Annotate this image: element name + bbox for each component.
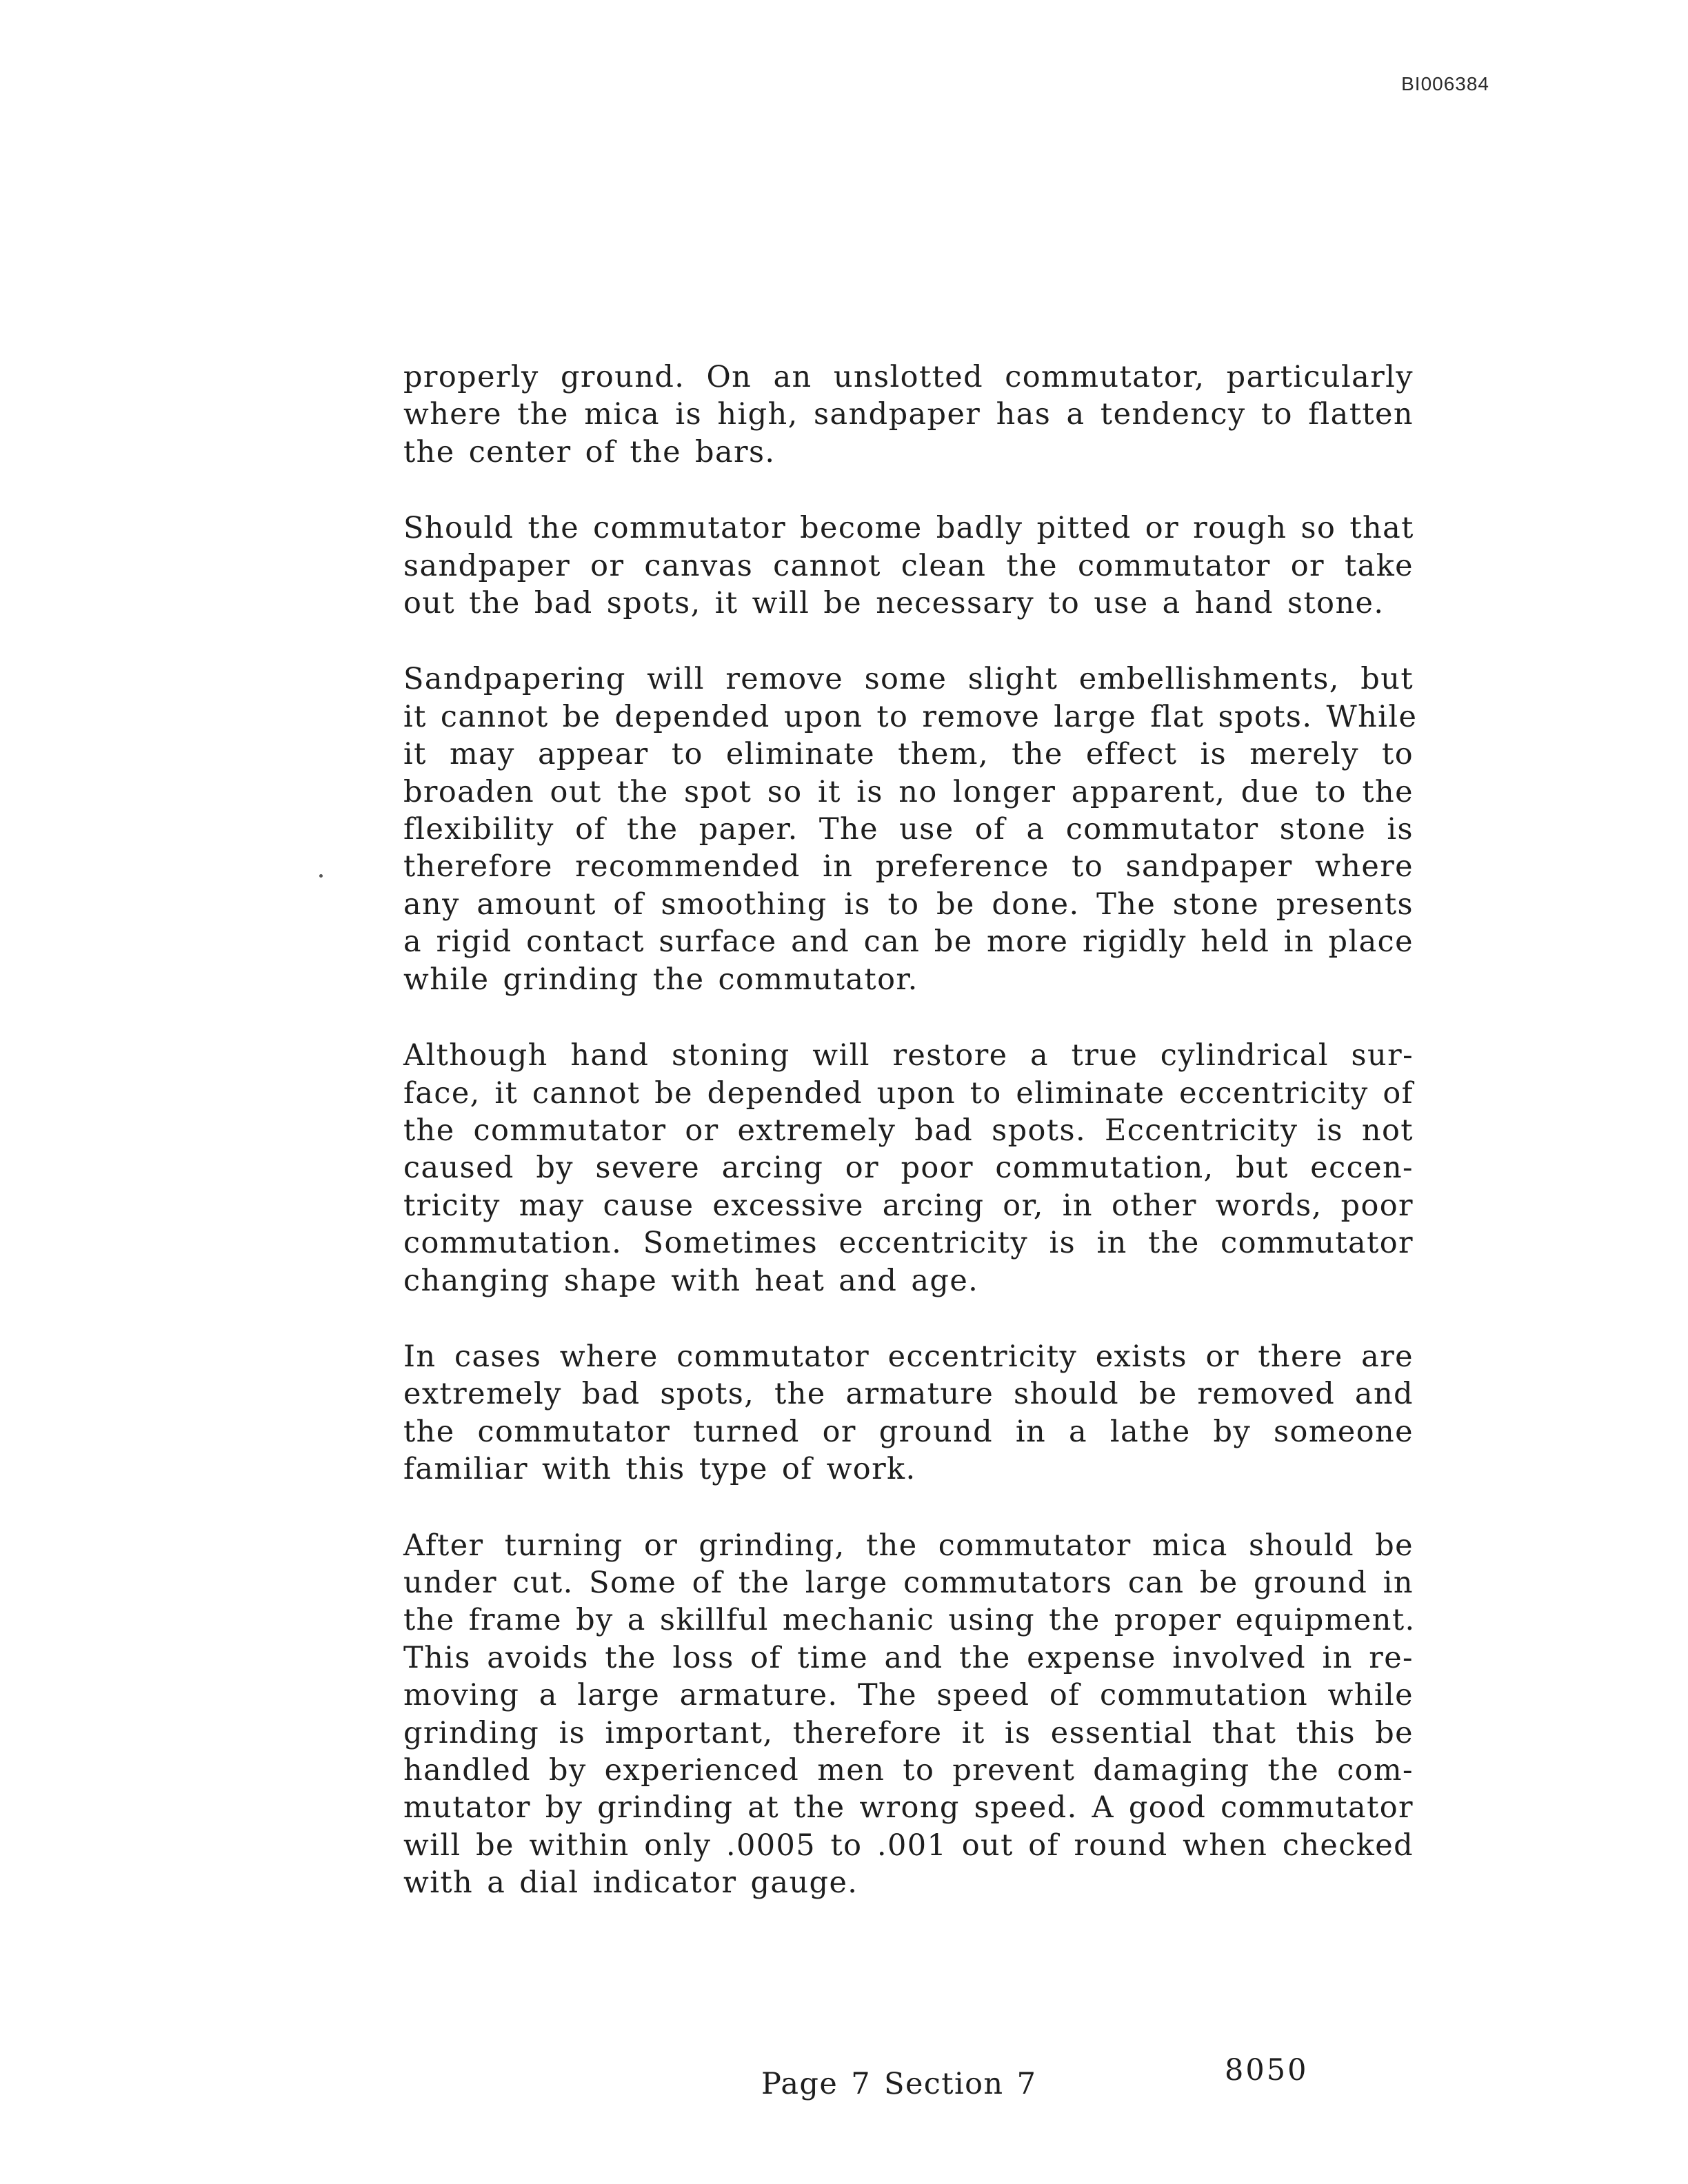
text-line: properly ground. On an unslotted commutator, particularly — [403, 360, 1414, 394]
text-line: Sandpapering will remove some slight embellishments, but — [403, 662, 1414, 697]
text-line: flexibility of the paper. The use of a commutator stone is — [403, 812, 1414, 847]
text-line: with a dial indicator gauge. — [403, 1866, 858, 1901]
text-line: any amount of smoothing is to be done. The stone presents — [403, 887, 1414, 922]
text-line: sandpaper or canvas cannot clean the commutator or take — [403, 548, 1414, 583]
text-line: tricity may cause excessive arcing or, in other words, poor — [403, 1188, 1414, 1223]
paragraph — [403, 1338, 1414, 1488]
text-line: moving a large armature. The speed of commutation while — [403, 1678, 1414, 1713]
page-footer-label: Page 7 Section 7 — [761, 2067, 1037, 2101]
text-line: the frame by a skillful mechanic using the proper equipment. — [403, 1603, 1416, 1638]
text-line: will be within only .0005 to .001 out of round when checked — [403, 1828, 1414, 1863]
text-line: where the mica is high, sandpaper has a tendency to flatten — [403, 397, 1414, 432]
document-id: BI006384 — [1401, 73, 1489, 94]
text-line: the commutator turned or ground in a lathe by someone — [403, 1414, 1414, 1449]
text-line: changing shape with heat and age. — [403, 1263, 979, 1298]
text-line: under cut. Some of the large commutators can be ground in — [403, 1565, 1414, 1600]
text-line: familiar with this type of work. — [403, 1452, 916, 1487]
text-line: the center of the bars. — [403, 434, 776, 469]
paragraph — [403, 358, 1414, 471]
text-line: In cases where commutator eccentricity exists or there are — [403, 1339, 1414, 1374]
text-line: it cannot be depended upon to remove large flat spots. While — [403, 699, 1418, 734]
text-line: grinding is important, therefore it is essential that this be — [403, 1715, 1414, 1750]
text-line: face, it cannot be depended upon to eliminate eccentricity of — [403, 1075, 1414, 1111]
text-line: Although hand stoning will restore a true cylindrical sur- — [403, 1038, 1414, 1073]
paragraph — [403, 1037, 1414, 1300]
text-line: extremely bad spots, the armature should be removed and — [403, 1377, 1414, 1412]
text-line: a rigid contact surface and can be more rigidly held in place — [403, 924, 1414, 960]
text-line: broaden out the spot so it is no longer apparent, due to the — [403, 774, 1414, 809]
paragraph — [403, 1527, 1414, 1902]
body-text — [403, 358, 1418, 1941]
text-line: therefore recommended in preference to sandpaper where — [403, 849, 1414, 884]
text-line: while grinding the commutator. — [403, 962, 918, 997]
text-line: out the bad spots, it will be necessary to use a hand stone. — [403, 586, 1385, 621]
text-line: Should the commutator become badly pitted or rough so that — [403, 511, 1414, 546]
text-line: handled by experienced men to prevent damaging the com- — [403, 1753, 1414, 1788]
paragraph — [403, 509, 1414, 622]
text-line: mutator by grinding at the wrong speed. A good commutator — [403, 1790, 1414, 1826]
document-number: 8050 — [1225, 2053, 1309, 2087]
text-line: the commutator or extremely bad spots. Eccentricity is not — [403, 1113, 1414, 1148]
paragraph — [403, 660, 1418, 998]
text-line: commutation. Sometimes eccentricity is in the commutator — [403, 1226, 1414, 1261]
text-line: This avoids the loss of time and the expense involved in re- — [403, 1640, 1414, 1675]
scan-speck — [319, 874, 323, 878]
text-line: After turning or grinding, the commutator mica should be — [403, 1528, 1414, 1563]
text-line: caused by severe arcing or poor commutation, but eccen- — [403, 1151, 1414, 1186]
text-line: it may appear to eliminate them, the effect is merely to — [403, 737, 1414, 772]
